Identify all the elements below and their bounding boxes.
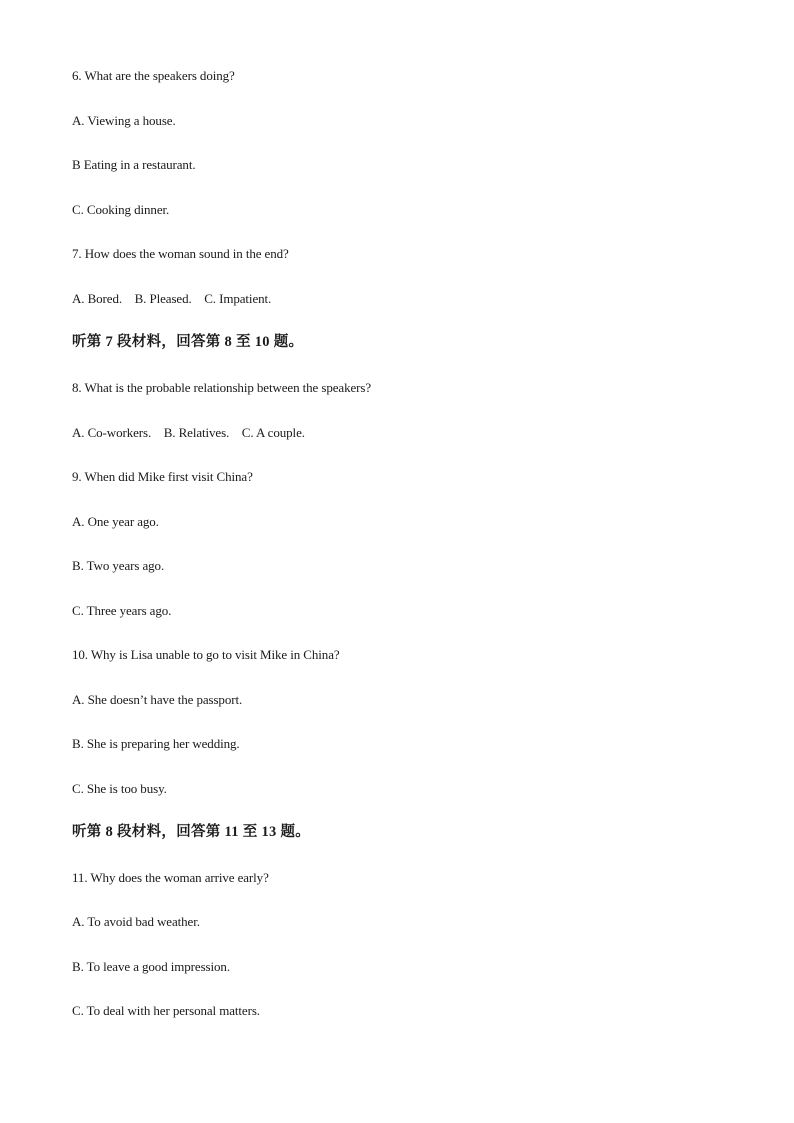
- section-heading-8: 听第 8 段材料，回答第 11 至 13 题。: [72, 824, 311, 840]
- section-heading-7: 听第 7 段材料，回答第 8 至 10 题。: [72, 334, 304, 350]
- q10-option-a: A. She doesn’t have the passport.: [72, 692, 243, 707]
- q10-option-b: B. She is preparing her wedding.: [72, 736, 240, 751]
- q11-option-b: B. To leave a good impression.: [72, 959, 230, 974]
- q6-option-b: B Eating in a restaurant.: [72, 157, 196, 172]
- q7-options: A. Bored. B. Pleased. C. Impatient.: [72, 291, 272, 306]
- q11-option-c: C. To deal with her personal matters.: [72, 1003, 260, 1018]
- q10-option-c: C. She is too busy.: [72, 781, 167, 796]
- q9-option-b: B. Two years ago.: [72, 558, 165, 573]
- question-9: 9. When did Mike first visit China?: [72, 469, 253, 484]
- question-11: 11. Why does the woman arrive early?: [72, 870, 269, 885]
- question-10: 10. Why is Lisa unable to go to visit Mike in China?: [72, 647, 340, 662]
- q6-option-a: A. Viewing a house.: [72, 113, 176, 128]
- question-7: 7. How does the woman sound in the end?: [72, 246, 289, 261]
- q9-option-a: A. One year ago.: [72, 514, 159, 529]
- q6-option-c: C. Cooking dinner.: [72, 202, 170, 217]
- q11-option-a: A. To avoid bad weather.: [72, 914, 200, 929]
- q9-option-c: C. Three years ago.: [72, 603, 172, 618]
- question-6: 6. What are the speakers doing?: [72, 68, 235, 83]
- q8-options: A. Co-workers. B. Relatives. C. A couple.: [72, 425, 305, 440]
- question-8: 8. What is the probable relationship between the speakers?: [72, 380, 371, 395]
